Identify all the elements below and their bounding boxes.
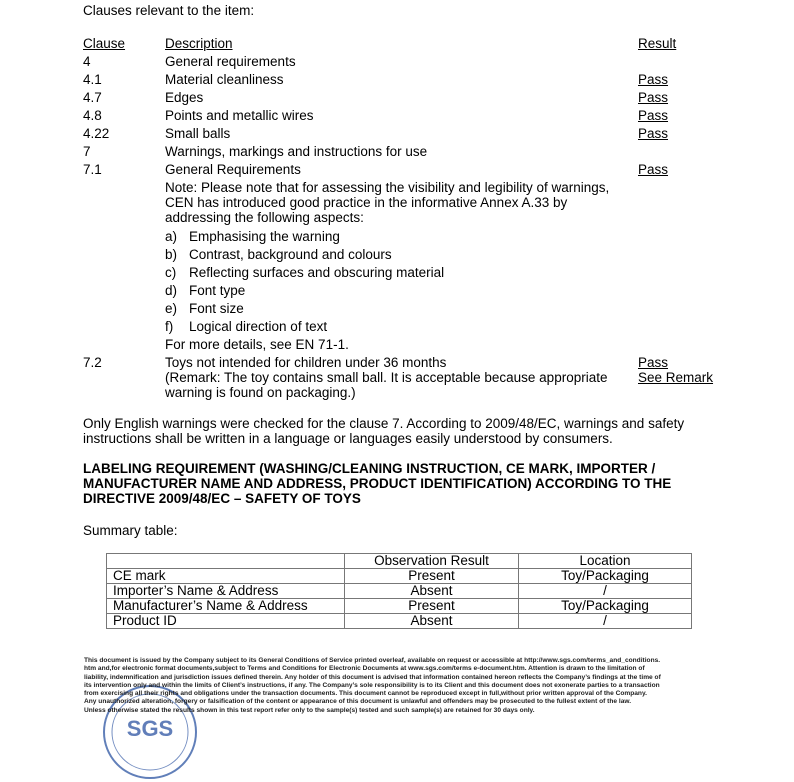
- table-cell: Absent: [345, 614, 519, 629]
- list-text: Logical direction of text: [189, 319, 328, 334]
- heading-line: DIRECTIVE 2009/48/EC – SAFETY OF TOYS: [83, 491, 361, 506]
- clause-result: Pass: [638, 72, 669, 87]
- remark-result: See Remark: [638, 370, 714, 385]
- list-text: Font type: [189, 283, 246, 298]
- clause-description: Toys not intended for children under 36 months: [165, 355, 447, 370]
- list-text: Emphasising the warning: [189, 229, 340, 244]
- clause-description: Edges: [165, 90, 204, 105]
- remark-line: warning is found on packaging.): [165, 385, 356, 400]
- footer-disclaimer: [84, 657, 716, 715]
- footer-line: This document is issued by the Company subject to its General Conditions of Service printed overleaf, available on request or accessible at http://www.sgs.com/terms_and_conditions.: [84, 657, 661, 664]
- list-item: [0, 283, 794, 301]
- clause-result: Pass: [638, 126, 669, 141]
- clause-number: 4.7: [83, 90, 102, 105]
- note-line: addressing the following aspects:: [165, 210, 364, 225]
- remark-line: (Remark: The toy contains small ball. It is acceptable because appropriate: [165, 370, 608, 385]
- clause-description: Points and metallic wires: [165, 108, 314, 123]
- table-header-cell: Observation Result: [345, 554, 519, 569]
- footer-line: Unless otherwise stated the results shown in this test report refer only to the sample(s) tested and such sample(s) are retained for 30 days only.: [84, 706, 535, 714]
- table-cell: /: [519, 614, 692, 629]
- table-cell: Toy/Packaging: [519, 569, 692, 584]
- clause-result: Pass: [638, 90, 669, 105]
- list-letter: e): [165, 301, 178, 316]
- list-letter: f): [165, 319, 174, 334]
- clause-description: Material cleanliness: [165, 72, 284, 87]
- table-cell: Manufacturer’s Name & Address: [107, 599, 345, 614]
- footer-line: htm and,for electronic format documents,subject to Terms and Conditions for Electronic Documents at www.sgs.com/terms e-document.htm. Attention is drawn to the limitation of: [84, 665, 645, 673]
- clause-description: Warnings, markings and instructions for use: [165, 144, 428, 159]
- clause-description: General requirements: [165, 54, 296, 69]
- stamp-text: SGS: [126, 716, 174, 741]
- table-cell: Absent: [345, 584, 519, 599]
- clause-number: 7: [83, 144, 91, 159]
- summary-label: Summary table:: [83, 523, 178, 538]
- clause-number: 4.8: [83, 108, 102, 123]
- table-cell: Toy/Packaging: [519, 599, 692, 614]
- table-cell: Present: [345, 569, 519, 584]
- table-header-cell: Location: [519, 554, 692, 569]
- list-letter: d): [165, 283, 178, 298]
- list-letter: c): [165, 265, 177, 280]
- clause-number: 4.22: [83, 126, 110, 141]
- description-header: Description: [165, 36, 233, 51]
- intro-text: Clauses relevant to the item:: [83, 3, 255, 18]
- heading-line: LABELING REQUIREMENT (WASHING/CLEANING INSTRUCTION, CE MARK, IMPORTER /: [83, 461, 656, 476]
- table-header-row: [107, 554, 692, 569]
- table-row: [107, 584, 692, 599]
- clause-number: 4.1: [83, 72, 102, 87]
- table-cell: Importer’s Name & Address: [107, 584, 345, 599]
- list-item: [0, 265, 794, 283]
- result-header: Result: [638, 36, 677, 51]
- table-cell: Product ID: [107, 614, 345, 629]
- clause-row: [0, 108, 794, 126]
- footer-line: its intervention only and within the limits of Client’s instructions, if any. The Company’s sole responsibility is to its Client and this document does not exonerate parties to a transaction: [84, 681, 660, 689]
- clause-row: [0, 54, 794, 72]
- footer-line: liability, indemnification and jurisdiction issues defined therein. Any holder of this document is advised that information contained hereon reflects the Company’s findings at the time of: [84, 673, 661, 681]
- table-cell: CE mark: [107, 569, 345, 584]
- clause-result: Pass: [638, 355, 669, 370]
- clause-row: [0, 72, 794, 90]
- note-line: Note: Please note that for assessing the visibility and legibility of warnings,: [165, 180, 610, 195]
- table-cell: /: [519, 584, 692, 599]
- clause-number: 7.2: [83, 355, 102, 370]
- clause-number: 4: [83, 54, 91, 69]
- english-note-line: instructions shall be written in a language or languages easily understood by consumers.: [83, 431, 613, 446]
- table-row: [107, 614, 692, 629]
- list-text: Reflecting surfaces and obscuring material: [189, 265, 445, 280]
- clause-header: Clause: [83, 36, 126, 51]
- clause-description: Small balls: [165, 126, 231, 141]
- table-cell: Present: [345, 599, 519, 614]
- list-letter: a): [165, 229, 178, 244]
- footer-line: Any unauthorized alteration, forgery or falsification of the content or appearance of this document is unlawful and offenders may be prosecuted to the fullest extent of the law.: [84, 698, 632, 706]
- more-details-text: For more details, see EN 71-1.: [165, 337, 349, 352]
- clause-description: General Requirements: [165, 162, 301, 177]
- list-letter: b): [165, 247, 178, 262]
- list-item: [0, 301, 794, 319]
- list-item: [0, 229, 794, 247]
- clause-result: Pass: [638, 108, 669, 123]
- clauses-header: [0, 36, 794, 54]
- clause-row: [0, 144, 794, 162]
- clause-number: 7.1: [83, 162, 102, 177]
- clause-row: [0, 162, 794, 180]
- list-item: [0, 319, 794, 337]
- note-line: CEN has introduced good practice in the informative Annex A.33 by: [165, 195, 568, 210]
- clause-row: [0, 126, 794, 144]
- clause-row: [0, 90, 794, 108]
- summary-table: [106, 553, 692, 629]
- english-note-line: Only English warnings were checked for the clause 7. According to 2009/48/EC, warnings and safety: [83, 416, 685, 431]
- list-item: [0, 247, 794, 265]
- table-row: [107, 569, 692, 584]
- table-row: [107, 599, 692, 614]
- footer-line: from exercising all their rights and obligations under the transaction documents. This document cannot be reproduced except in full,without prior written approval of the Company.: [84, 690, 647, 698]
- list-text: Contrast, background and colours: [189, 247, 392, 262]
- heading-line: MANUFACTURER NAME AND ADDRESS, PRODUCT IDENTIFICATION) ACCORDING TO THE: [83, 476, 672, 491]
- table-header-cell: [107, 554, 345, 569]
- list-text: Font size: [189, 301, 244, 316]
- clause-result: Pass: [638, 162, 669, 177]
